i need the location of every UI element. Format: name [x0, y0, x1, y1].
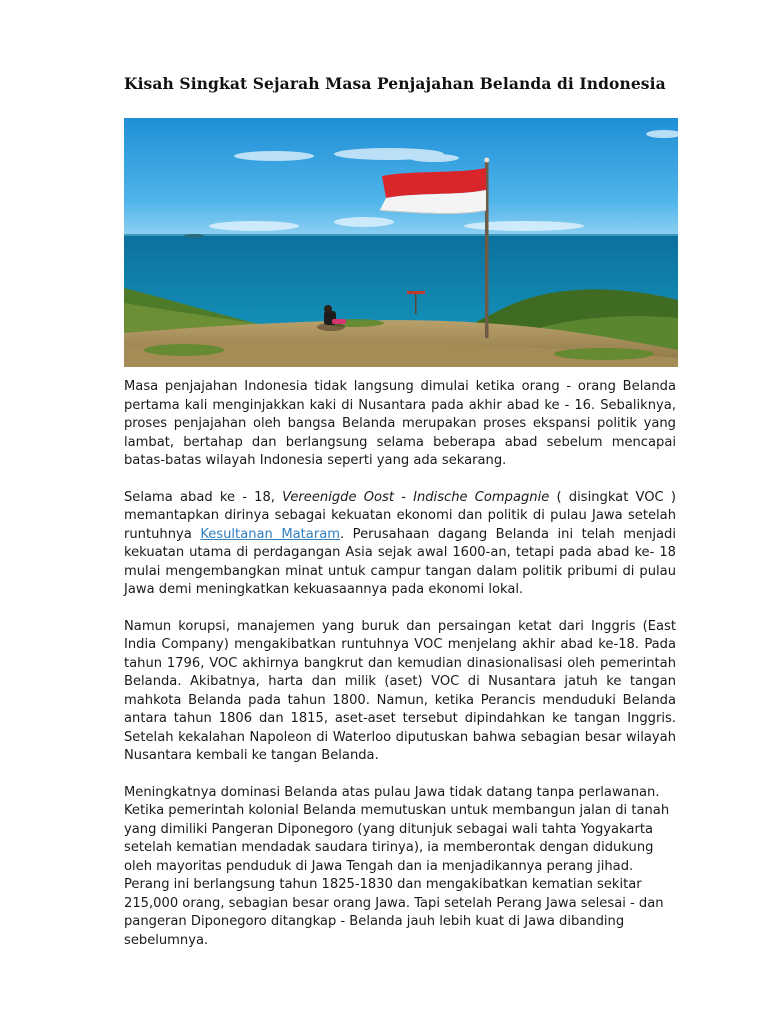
kesultanan-mataram-link[interactable]: Kesultanan Mataram — [200, 526, 340, 542]
article-body — [124, 378, 676, 968]
page-title: Kisah Singkat Sejarah Masa Penjajahan Belanda di Indonesia — [124, 74, 666, 93]
paragraph-2 — [124, 489, 676, 600]
paragraph-1: Masa penjajahan Indonesia tidak langsung dimulai ketika orang - orang Belanda pertama kali menginjakkan kaki di Nusantara pada akhir abad ke - 16. Sebaliknya, proses penjajahan oleh bangsa Belanda merupakan proses ekspansi politik yang lambat, bertahap dan berlangsung selama beberapa abad sebelum mencapai batas-batas wilayah Indonesia seperti yang ada sekarang. — [124, 379, 676, 468]
paragraph-3: Namun korupsi, manajemen yang buruk dan persaingan ketat dari Inggris (East India Company) mengakibatkan runtuhnya VOC menjelang akhir abad ke-18. Pada tahun 1796, VOC akhirnya bangkrut dan kemudian dinasionalisasi oleh pemerintah Belanda. Akibatnya, harta dan milik (aset) VOC di Nusantara jatuh ke tangan mahkota Belanda pada tahun 1800. Namun, ketika Perancis menduduki Belanda antara tahun 1806 dan 1815, aset-aset tersebut dipindahkan ke tangan Inggris. Setelah kekalahan Napoleon di Waterloo diputuskan bahwa sebagian besar wilayah Nusantara kembali ke tangan Belanda. — [124, 618, 676, 763]
paragraph-4: Meningkatnya dominasi Belanda atas pulau Jawa tidak datang tanpa perlawanan. Ketika pemerintah kolonial Belanda memutuskan untuk membangun jalan di tanah yang dimiliki Pangeran Diponegoro (yang ditunjuk sebagai wali tahta Yogyakarta setelah kematian mendadak saudara tirinya), ia memberontak dengan didukung oleh mayoritas penduduk di Jawa Tengah dan ia menjadikannya perang jihad. Perang ini berlangsung tahun 1825-1830 dan mengakibatkan kematian sekitar 215,000 orang, sebagian besar orang Jawa. Tapi setelah Perang Jawa selesai - dan pangeran Diponegoro ditangkap - Belanda jauh lebih kuat di Jawa dibanding sebelumnya. — [124, 784, 670, 948]
indonesian-flag-photo — [124, 118, 678, 367]
voc-full-name: Vereenigde Oost - Indische Compagnie — [282, 489, 550, 505]
paragraph-2-middle: ( disingkat VOC ) memantapkan dirinya sebagai kekuatan ekonomi dan politik di pulau Jawa setelah runtuhnya — [124, 489, 676, 542]
paragraph-2-intro: Selama abad ke - 18, — [124, 489, 283, 505]
paragraph-2-end: . Perusahaan dagang Belanda ini telah menjadi kekuatan utama di perdagangan Asia sejak awal 1600-an, tetapi pada abad ke- 18 mulai mengembangkan minat untuk campur tangan dalam politik pribumi di pulau Jawa demi meningkatkan kekuasaannya pada ekonomi lokal. — [124, 526, 676, 597]
